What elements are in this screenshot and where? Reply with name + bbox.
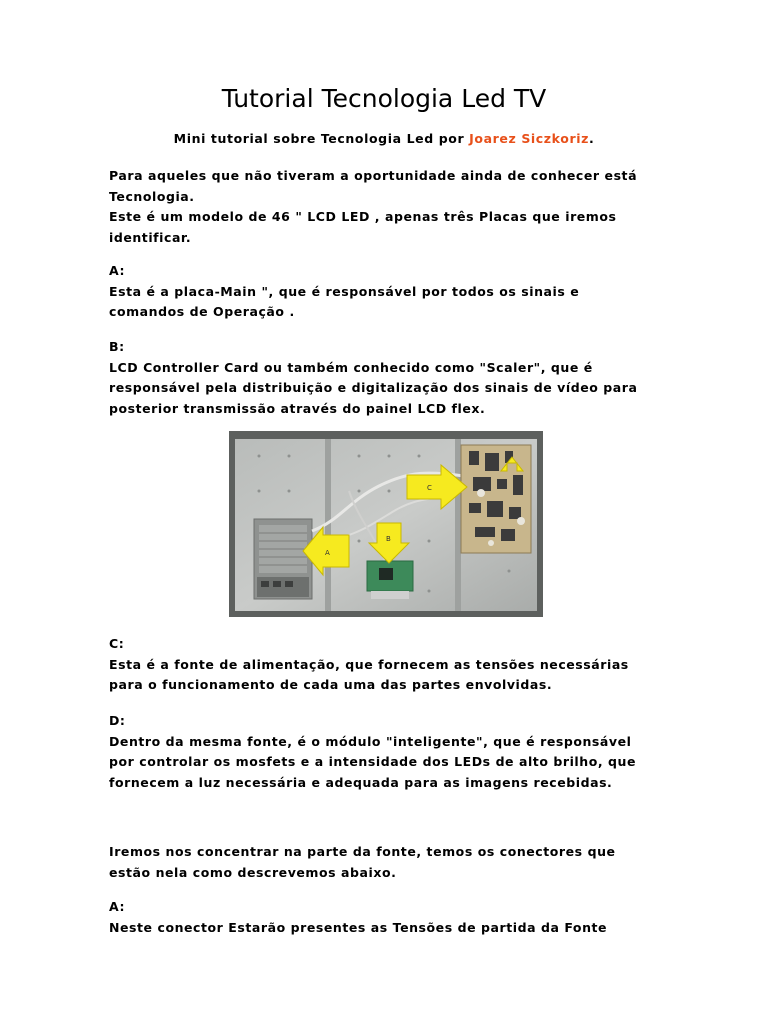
section-d-line: por controlar os mosfets e a intensidade dos LEDs de alto brilho, que [109, 754, 637, 769]
section-a-line: comandos de Operação . [109, 304, 295, 319]
arrow-c-label: C [427, 484, 432, 492]
document-subtitle [0, 131, 768, 146]
section-a [109, 261, 669, 323]
intro-line: Para aqueles que não tiveram a oportunidade ainda de conhecer está [109, 168, 638, 183]
connector-a-line: Neste conector Estarão presentes as Tensões de partida da Fonte [109, 919, 608, 935]
focus-paragraph [109, 842, 669, 883]
section-a-line: Esta é a placa-Main ", que é responsável por todos os sinais e [109, 283, 580, 299]
connector-a-heading: A: [109, 899, 126, 914]
intro-line: identificar. [109, 229, 192, 245]
section-b-line: responsável pela distribuição e digitalização dos sinais de vídeo para [109, 380, 638, 395]
section-b-line: LCD Controller Card ou também conhecido como "Scaler", que é [109, 359, 593, 375]
arrow-b-label: B [386, 535, 391, 543]
section-b [109, 337, 669, 419]
section-c-line: Esta é a fonte de alimentação, que fornecem as tensões necessárias [109, 656, 629, 672]
section-a-heading: A: [109, 263, 126, 278]
section-b-heading: B: [109, 339, 125, 354]
subtitle-suffix: . [588, 131, 595, 146]
section-c [109, 634, 669, 696]
subtitle-prefix: Mini tutorial sobre Tecnologia Led por [173, 131, 470, 146]
section-c-heading: C: [109, 636, 125, 651]
section-d-line: Dentro da mesma fonte, é o módulo "inteligente", que é responsável [109, 733, 632, 749]
tv-boards-photo [229, 431, 543, 617]
author-name: Joarez Siczkoriz [469, 131, 589, 146]
section-d-heading: D: [109, 713, 126, 728]
arrow-a-label: A [325, 549, 330, 557]
intro-line: Tecnologia. [109, 188, 195, 204]
focus-line: estão nela como descrevemos abaixo. [109, 864, 397, 880]
intro-paragraph [109, 166, 669, 248]
section-c-line: para o funcionamento de cada uma das partes envolvidas. [109, 677, 553, 692]
connector-a [109, 897, 669, 938]
intro-line: Este é um modelo de 46 " LCD LED , apenas três Placas que iremos [109, 209, 617, 224]
section-d [109, 711, 669, 793]
section-d-line: fornecem a luz necessária e adequada para as imagens recebidas. [109, 774, 613, 790]
section-b-line: posterior transmissão através do painel LCD flex. [109, 400, 486, 416]
focus-line: Iremos nos concentrar na parte da fonte, temos os conectores que [109, 844, 616, 859]
document-title: Tutorial Tecnologia Led TV [221, 84, 547, 113]
